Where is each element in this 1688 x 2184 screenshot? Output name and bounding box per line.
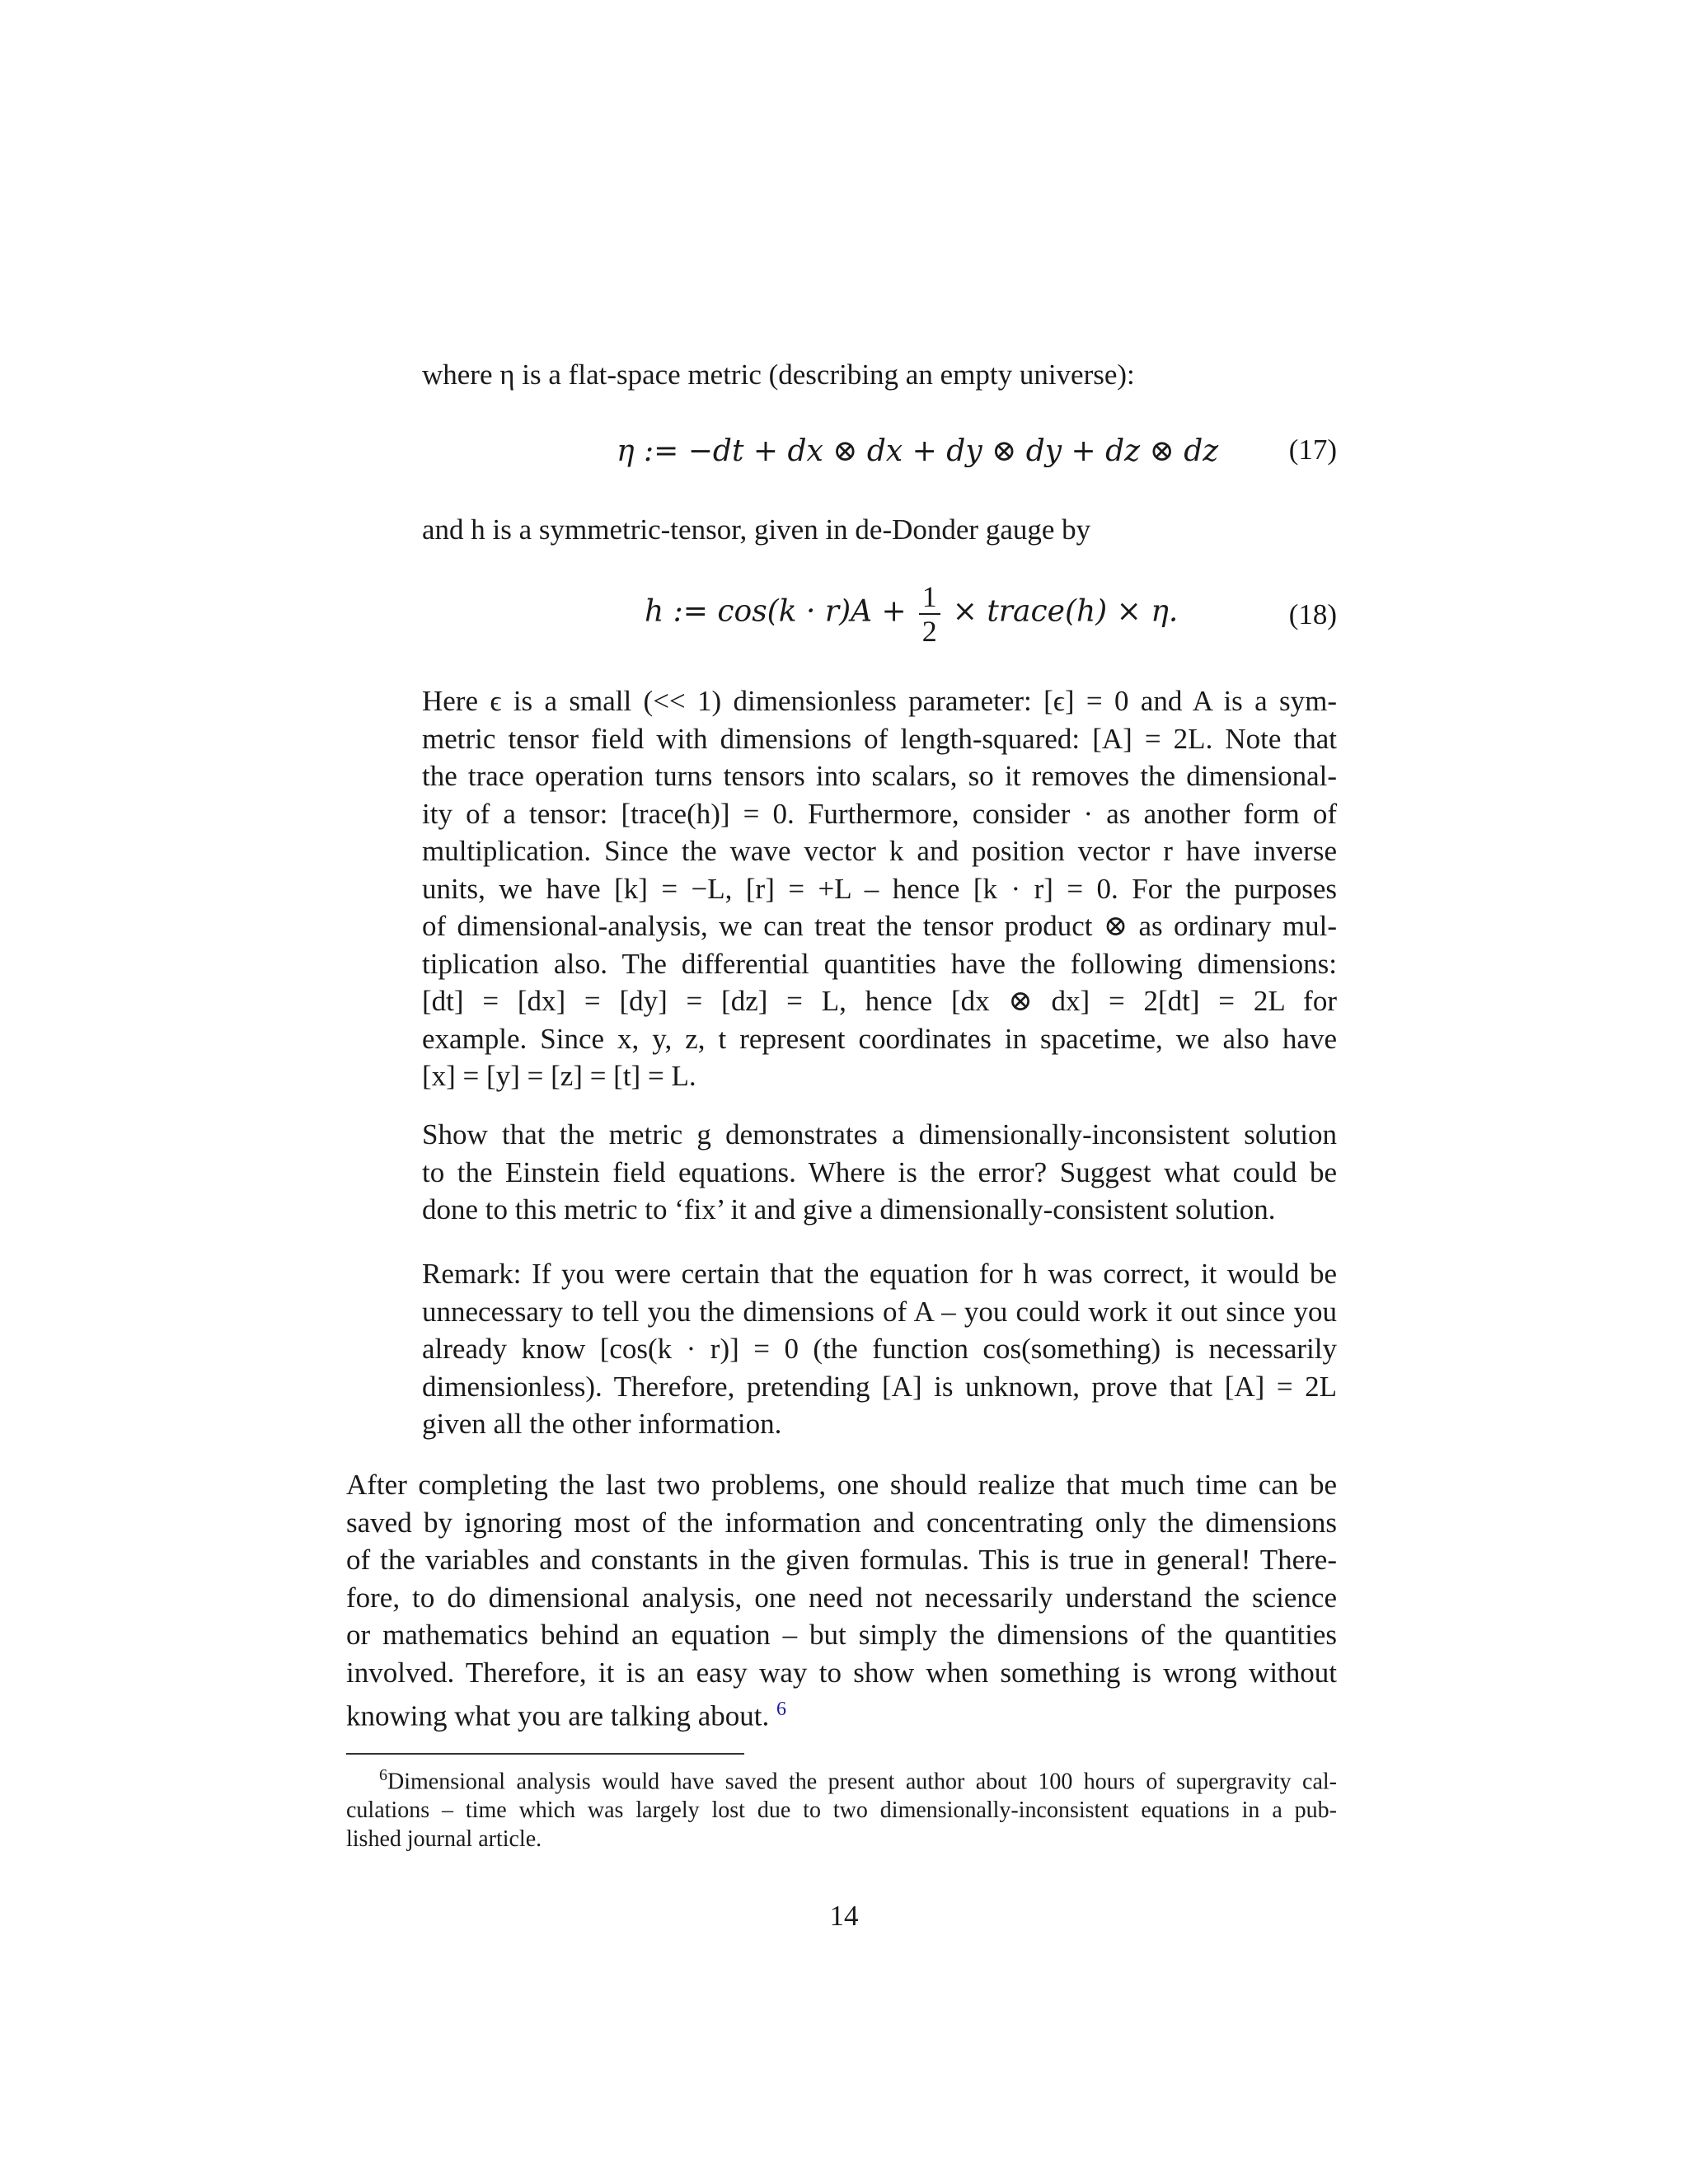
text-line: example. Since x, y, z, t represent coordinates in spacetime, we also have <box>422 1022 1337 1055</box>
text-line: unnecessary to tell you the dimensions of A – you could work it out since you <box>422 1295 1337 1328</box>
fraction <box>919 580 940 648</box>
text-line: Remark: If you were certain that the equation for h was correct, it would be <box>422 1258 1337 1290</box>
text-line: already know [cos(k · r)] = 0 (the function cos(something) is necessarily <box>422 1333 1337 1365</box>
text-line <box>346 1691 1337 1735</box>
text-line: units, we have [k] = −L, [r] = +L – hence [k · r] = 0. For the purposes <box>422 872 1337 905</box>
page-number: 14 <box>829 1900 859 1932</box>
footnote-link[interactable]: 6 <box>776 1699 786 1720</box>
footnote <box>346 1761 1337 1854</box>
text-line: tiplication also. The differential quantities have the following dimensions: <box>422 947 1337 980</box>
paragraph-dimensions <box>422 682 1337 1095</box>
text-line: saved by ignoring most of the information and concentrating only the dimensions <box>346 1506 1337 1539</box>
text-line: the trace operation turns tensors into scalars, so it removes the dimensional- <box>422 760 1337 792</box>
text-line: Here ϵ is a small (<< 1) dimensionless parameter: [ϵ] = 0 and A is a sym- <box>422 685 1337 717</box>
equation-number-18: (18) <box>1288 598 1337 630</box>
text-line: ity of a tensor: [trace(h)] = 0. Furthermore, consider · as another form of <box>422 797 1337 830</box>
paragraph-intro <box>422 356 1337 394</box>
text-line: fore, to do dimensional analysis, one need not necessarily understand the science <box>346 1581 1337 1614</box>
text-line: dimensionless). Therefore, pretending [A] is unknown, prove that [A] = 2L <box>422 1370 1337 1403</box>
text-line: Show that the metric g demonstrates a dimensionally-inconsistent solution <box>422 1118 1337 1151</box>
text-line: metric tensor field with dimensions of length-squared: [A] = 2L. Note that <box>422 722 1337 755</box>
equation-right: × trace(h) × η. <box>952 594 1179 629</box>
text-line: [x] = [y] = [z] = [t] = L. <box>422 1060 696 1092</box>
footnote-text: Dimensional analysis would have saved the present author about 100 hours of supergravity cal- <box>387 1769 1337 1795</box>
equation-17 <box>617 434 1218 468</box>
paragraph-conclusion <box>346 1466 1337 1735</box>
footnote-line: culations – time which was largely lost due to two dimensionally-inconsistent equations in a pub- <box>346 1797 1337 1824</box>
paragraph-h-definition <box>422 511 1337 549</box>
paragraph-exercise <box>422 1116 1337 1229</box>
fraction-denominator: 2 <box>921 615 937 648</box>
text-line-content: knowing what you are talking about. <box>346 1699 770 1732</box>
footnote-line <box>346 1761 1337 1796</box>
footnote-number: 6 <box>379 1766 387 1784</box>
equation-number-17: (17) <box>1288 434 1337 466</box>
paragraph-remark <box>422 1255 1337 1443</box>
text-line: After completing the last two problems, one should realize that much time can be <box>346 1469 1337 1501</box>
text-line: done to this metric to ‘fix’ it and give a dimensionally-consistent solution. <box>422 1193 1276 1226</box>
text-line: or mathematics behind an equation – but simply the dimensions of the quantities <box>346 1619 1337 1651</box>
text-line: multiplication. Since the wave vector k and position vector r have inverse <box>422 835 1337 867</box>
text-line: involved. Therefore, it is an easy way to show when something is wrong without <box>346 1656 1337 1689</box>
footnote-line: lished journal article. <box>346 1826 542 1853</box>
equation-left: h := cos(k · r)A + <box>645 594 907 629</box>
equation-18 <box>645 580 1178 648</box>
text-line: [dt] = [dx] = [dy] = [dz] = L, hence [dx ⊗ dx] = 2[dt] = 2L for <box>422 985 1337 1017</box>
footnote-divider <box>346 1753 744 1755</box>
text-line: given all the other information. <box>422 1408 782 1440</box>
text-line: where η is a flat-space metric (describing an empty universe): <box>422 359 1135 391</box>
text-line: to the Einstein field equations. Where is the error? Suggest what could be <box>422 1155 1337 1188</box>
fraction-numerator: 1 <box>919 580 940 615</box>
text-line: and h is a symmetric-tensor, given in de-Donder gauge by <box>422 513 1091 546</box>
text-line: of dimensional-analysis, we can treat the tensor product ⊗ as ordinary mul- <box>422 910 1337 942</box>
text-line: of the variables and constants in the given formulas. This is true in general! There- <box>346 1544 1337 1576</box>
equation-text: η := −dt + dx ⊗ dx + dy ⊗ dy + dz ⊗ dz <box>617 434 1219 468</box>
